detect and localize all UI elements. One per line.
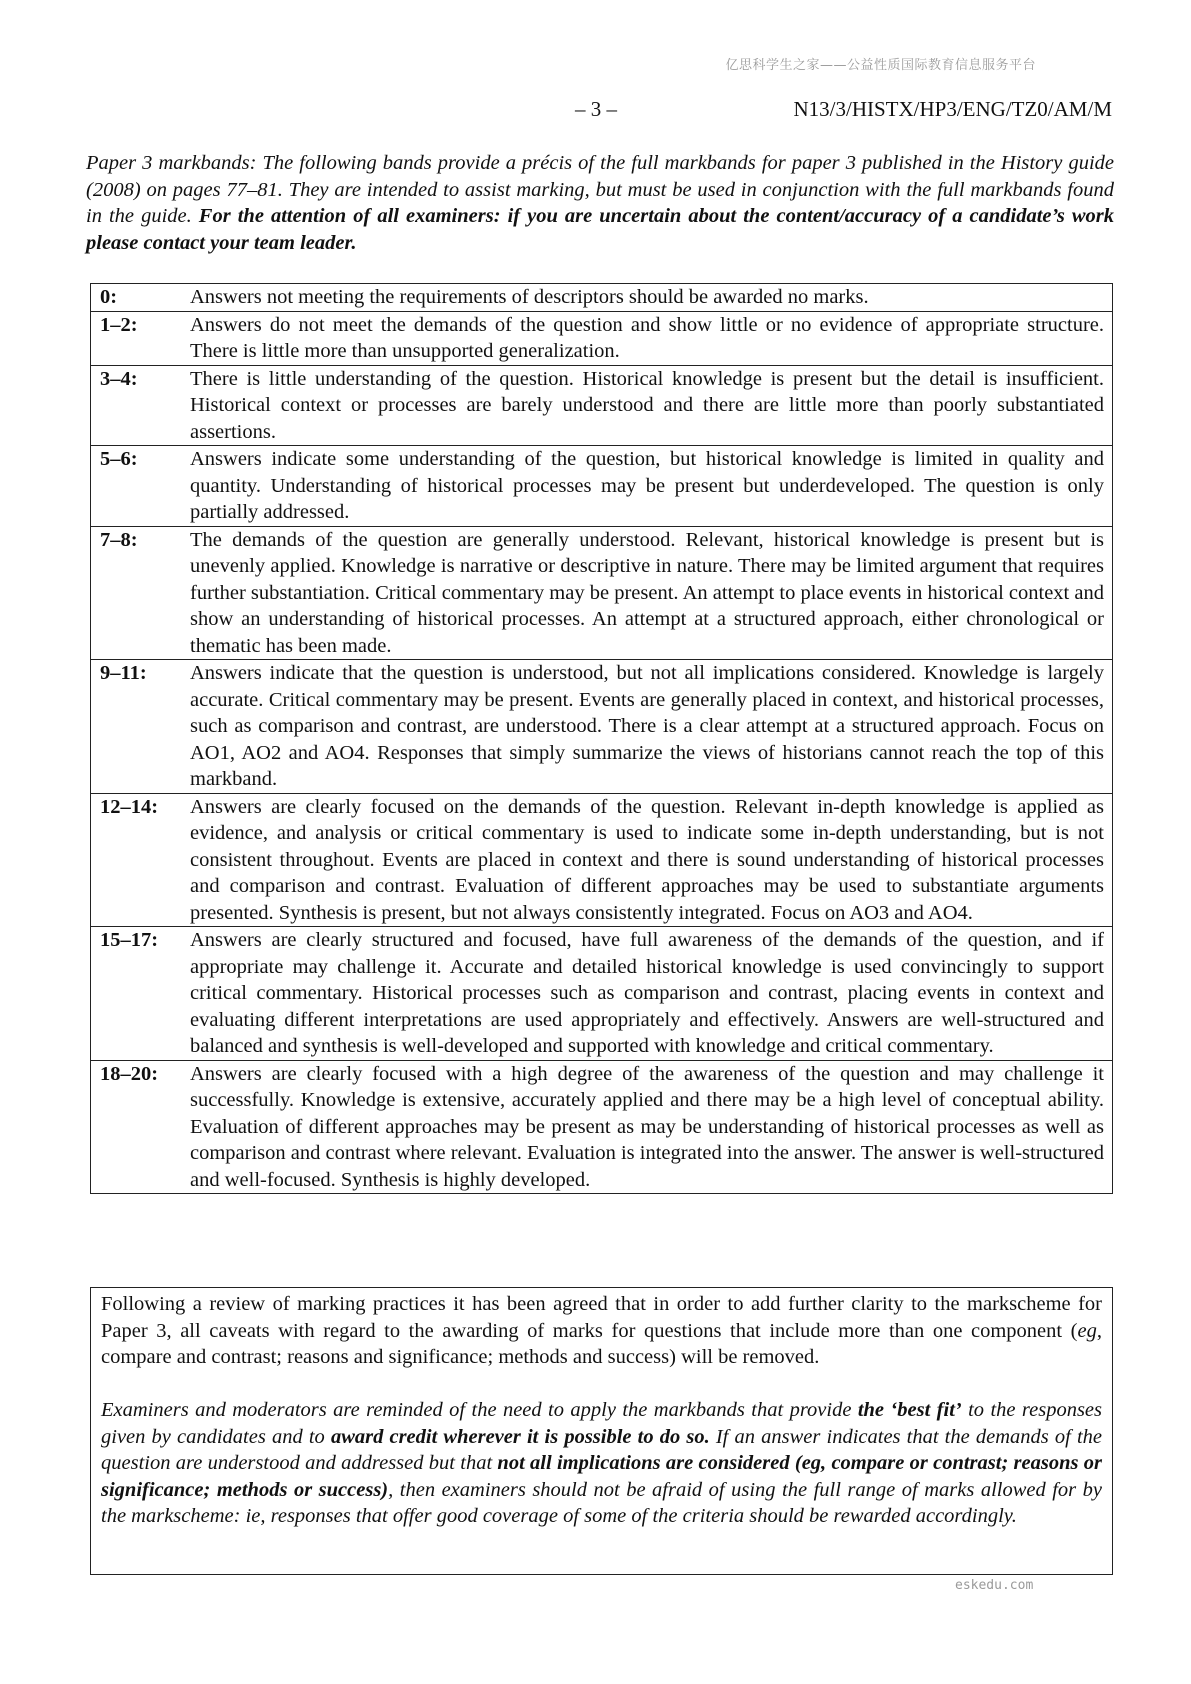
document-code: N13/3/HISTX/HP3/ENG/TZ0/AM/M	[793, 97, 1112, 121]
note-text: to the responses given by candidates and to	[101, 1399, 1102, 1448]
band-descriptor: There is little understanding of the question. Historical knowledge is present but the detail is insufficient. Historical context or processes are barely understood and there are little more than poorly substantiated assertions.	[190, 365, 1113, 446]
markband-row	[91, 526, 1113, 660]
markband-row	[91, 660, 1113, 794]
markbands-table	[90, 283, 1113, 1194]
page-header	[90, 97, 1112, 123]
markband-row	[91, 1060, 1113, 1194]
note-text: Examiners and moderators are reminded of the need to apply the markbands that provide	[101, 1399, 858, 1421]
watermark-top: 亿思科学生之家——公益性质国际教育信息服务平台	[725, 58, 1036, 73]
band-range: 12–14:	[91, 793, 191, 927]
band-descriptor: Answers are clearly focused on the demands of the question. Relevant in-depth knowledge is applied as evidence, and analysis or critical commentary is used to indicate some in-depth understanding, but is not consistent throughout. Events are placed in context and there is sound understanding of historical processes and comparison and contrast. Evaluation of different approaches may be used to substantiate arguments presented. Synthesis is present, but not always consistently integrated. Focus on AO3 and AO4.	[190, 793, 1113, 927]
band-descriptor: Answers do not meet the demands of the question and show little or no evidence of appropriate structure. There is little more than unsupported generalization.	[190, 311, 1113, 365]
watermark-bottom: eskedu.com	[955, 1578, 1034, 1593]
band-range: 18–20:	[91, 1060, 191, 1194]
note-bold-text: the ‘best fit’	[857, 1399, 962, 1421]
band-range: 0:	[91, 284, 191, 312]
note-eg: eg	[1077, 1319, 1097, 1342]
note-text: If an answer indicates that the demands of the question are understood and addressed but that	[101, 1425, 1102, 1474]
band-descriptor: Answers not meeting the requirements of descriptors should be awarded no marks.	[190, 284, 1113, 312]
note-bold-text: award credit wherever it is possible to do so.	[330, 1425, 710, 1448]
intro-bold-notice: For the attention of all examiners: if you are uncertain about the content/accuracy of a candidate’s work please contact your team leader.	[86, 205, 1114, 254]
note-text: , compare and contrast; reasons and significance; methods and success) will be removed.	[101, 1319, 1102, 1368]
band-range: 9–11:	[91, 660, 191, 794]
paragraph-spacer	[101, 1371, 1102, 1398]
note-text: Following a review of marking practices it has been agreed that in order to add further clarity to the markscheme for Paper 3, all caveats with regard to the awarding of marks for questions that include more than one component (	[101, 1293, 1102, 1342]
markband-row	[91, 311, 1113, 365]
markband-row	[91, 927, 1113, 1061]
band-range: 15–17:	[91, 927, 191, 1061]
band-descriptor: Answers are clearly structured and focused, have full awareness of the demands of the question, and if appropriate may challenge it. Accurate and detailed historical knowledge is used convincingly to support critical commentary. Historical processes such as comparison and contrast, placing events in context and evaluating different interpretations are used appropriately and effectively. Answers are well-structured and balanced and synthesis is well-developed and supported with knowledge and critical commentary.	[190, 927, 1113, 1061]
band-descriptor: Answers are clearly focused with a high degree of the awareness of the question and may challenge it successfully. Knowledge is extensive, accurately applied and there may be a high level of conceptual ability. Evaluation of different approaches may be present as may be understanding of historical processes as well as comparison and contrast where relevant. Evaluation is integrated into the answer. The answer is well-structured and well-focused. Synthesis is highly developed.	[190, 1060, 1113, 1194]
page-number: – 3 –	[575, 97, 617, 121]
markband-row	[91, 446, 1113, 527]
band-descriptor: Answers indicate that the question is understood, but not all implications considered. Knowledge is largely accurate. Critical commentary may be present. Events are generally placed in context, and historical processes, such as comparison and contrast, are understood. There is a clear attempt at a structured approach. Focus on AO1, AO2 and AO4. Responses that simply summarize the views of historians cannot reach the top of this markband.	[190, 660, 1113, 794]
band-range: 7–8:	[91, 526, 191, 660]
note-bold-text: not all implications are considered (eg, compare or contrast; reasons or significance; methods or success)	[101, 1452, 1102, 1501]
intro-paragraph	[86, 150, 1114, 256]
markband-row	[91, 793, 1113, 927]
note-text: , then examiners should not be afraid of using the full range of marks allowed for by the markscheme: ie, responses that offer good coverage of some of the criteria should be rewarded accordingly.	[101, 1478, 1103, 1527]
band-descriptor: The demands of the question are generally understood. Relevant, historical knowledge is present but is unevenly applied. Knowledge is narrative or descriptive in nature. There may be limited argument that requires further substantiation. Critical commentary may be present. An attempt to place events in historical context and show an understanding of historical processes. An attempt at a structured approach, either chronological or thematic has been made.	[190, 526, 1113, 660]
note-paragraph-review	[101, 1291, 1102, 1371]
band-range: 3–4:	[91, 365, 191, 446]
marking-note-box	[90, 1287, 1113, 1575]
intro-text: Paper 3 markbands: The following bands provide a précis of the full markbands for paper 3 published in the History guide (2008) on pages 77–81. They are intended to assist marking, but must be used in conjunction with the full markbands found in the guide.	[86, 152, 1114, 227]
note-paragraph-best-fit	[101, 1397, 1102, 1530]
markband-row	[91, 284, 1113, 312]
band-descriptor: Answers indicate some understanding of the question, but historical knowledge is limited in quality and quantity. Understanding of historical processes may be present but underdeveloped. The question is only partially addressed.	[190, 446, 1113, 527]
band-range: 5–6:	[91, 446, 191, 527]
markband-row	[91, 365, 1113, 446]
band-range: 1–2:	[91, 311, 191, 365]
